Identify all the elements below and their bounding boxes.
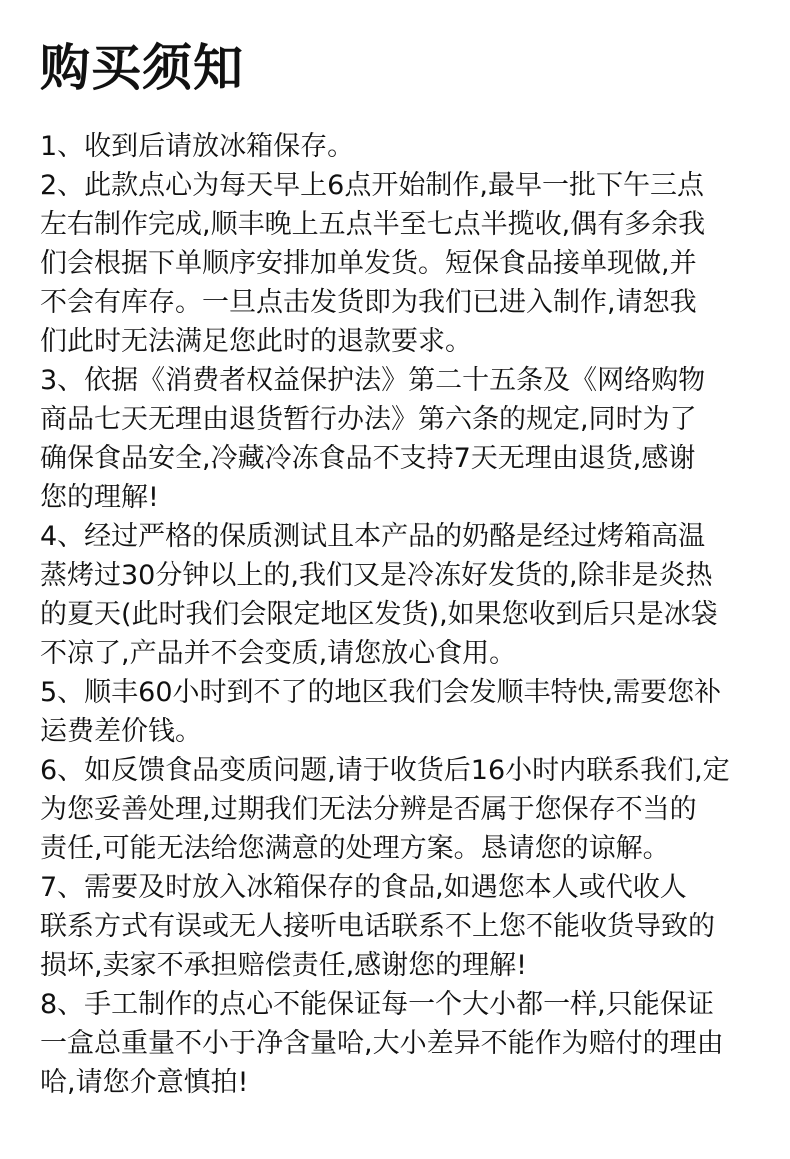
notice-line: 左右制作完成,顺丰晚上五点半至七点半揽收,偶有多余我 <box>40 209 706 240</box>
notice-line: 确保食品安全,冷藏冷冻食品不支持7天无理由退货,感谢 <box>40 443 696 474</box>
notice-line: 不会有库存。一旦点击发货即为我们已进入制作,请恕我 <box>40 287 697 318</box>
notice-line: 3、依据《消费者权益保护法》第二十五条及《网络购物 <box>40 365 706 396</box>
notice-line: 运费差价钱。 <box>40 716 202 747</box>
notice-line: 为您妥善处理,过期我们无法分辨是否属于您保存不当的 <box>40 794 697 825</box>
notice-item-1 <box>40 127 760 166</box>
notice-item-8 <box>40 985 760 1102</box>
notice-line: 5、顺丰60小时到不了的地区我们会发顺丰特快,需要您补 <box>40 677 722 708</box>
notice-line: 不凉了,产品并不会变质,请您放心食用。 <box>40 638 517 669</box>
notice-line: 的夏天(此时我们会限定地区发货),如果您收到后只是冰袋 <box>40 599 718 630</box>
notice-list <box>40 127 760 1102</box>
notice-line: 哈,请您介意慎拍! <box>40 1067 249 1098</box>
notice-item-5 <box>40 673 760 751</box>
notice-line: 责任,可能无法给您满意的处理方案。恳请您的谅解。 <box>40 833 670 864</box>
notice-item-3 <box>40 361 760 517</box>
notice-line: 蒸烤过30分钟以上的,我们又是冷冻好发货的,除非是炎热 <box>40 560 713 591</box>
notice-item-2 <box>40 166 760 361</box>
notice-line: 4、经过严格的保质测试且本产品的奶酪是经过烤箱高温 <box>40 521 706 552</box>
notice-line: 联系方式有误或无人接听电话联系不上您不能收货导致的 <box>40 911 715 942</box>
notice-line: 一盒总重量不小于净含量哈,大小差异不能作为赔付的理由 <box>40 1028 724 1059</box>
notice-line: 您的理解! <box>40 482 159 513</box>
notice-line: 损坏,卖家不承担赔偿责任,感谢您的理解! <box>40 950 527 981</box>
notice-line: 6、如反馈食品变质问题,请于收货后16小时内联系我们,定 <box>40 755 730 786</box>
page-title: 购买须知 <box>40 39 244 97</box>
notice-line: 们会根据下单顺序安排加单发货。短保食品接单现做,并 <box>40 248 697 279</box>
notice-line: 们此时无法满足您此时的退款要求。 <box>40 326 472 357</box>
notice-item-4 <box>40 517 760 673</box>
notice-item-6 <box>40 751 760 868</box>
notice-item-7 <box>40 868 760 985</box>
notice-line: 7、需要及时放入冰箱保存的食品,如遇您本人或代收人 <box>40 872 687 903</box>
notice-line: 8、手工制作的点心不能保证每一个大小都一样,只能保证 <box>40 989 714 1020</box>
notice-line: 2、此款点心为每天早上6点开始制作,最早一批下午三点 <box>40 170 704 201</box>
notice-line: 商品七天无理由退货暂行办法》第六条的规定,同时为了 <box>40 404 697 435</box>
notice-line: 1、收到后请放冰箱保存。 <box>40 131 355 162</box>
